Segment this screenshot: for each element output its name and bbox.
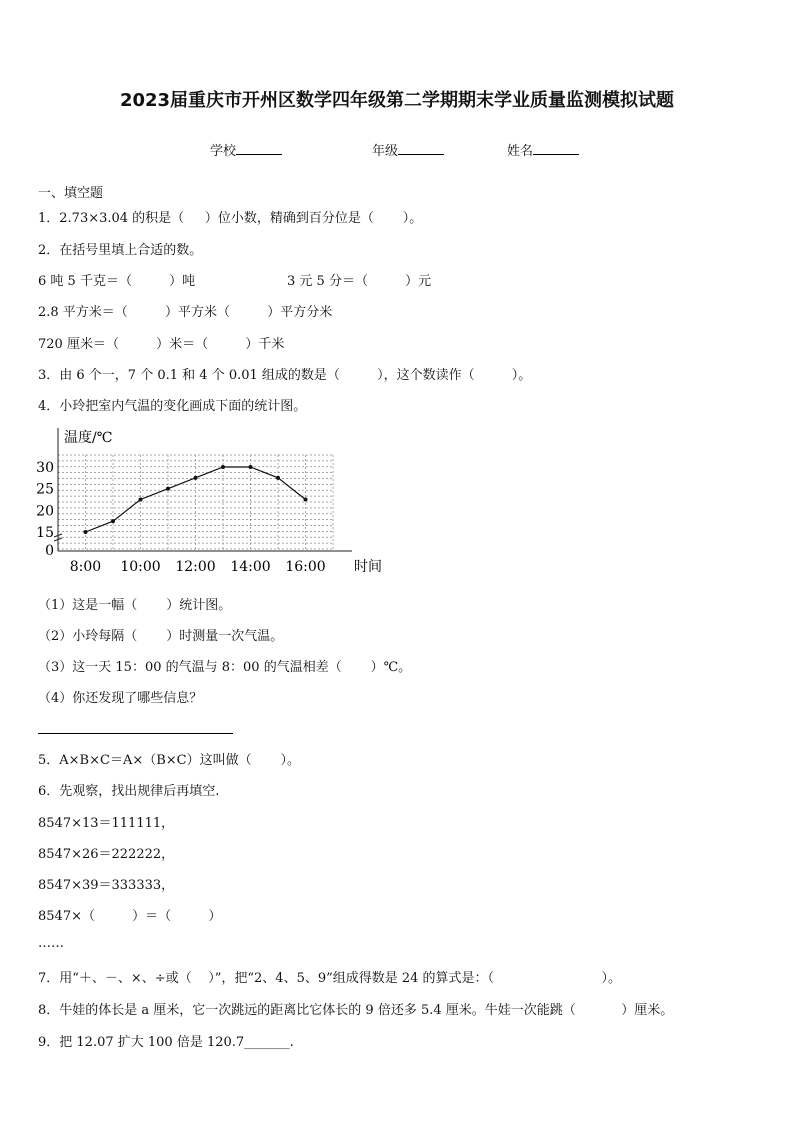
y-tick-label: 20 — [36, 503, 54, 520]
data-point — [84, 530, 88, 534]
y-tick-label: 15 — [36, 525, 54, 541]
question-4-4: （4）你还发现了哪些信息？ — [38, 691, 203, 706]
chart-axes — [54, 428, 352, 551]
x-axis-label: 时间 — [354, 559, 382, 575]
data-point — [139, 498, 143, 502]
chart-grid — [58, 455, 333, 549]
data-point — [194, 476, 198, 480]
grade-field — [372, 140, 444, 159]
question-8: 8．牛娃的体长是 a 厘米，它一次跳远的距离比它体长的 9 倍还多 5.4 厘米。牛娃一次能跳（ ）厘米。 — [38, 1003, 674, 1018]
x-tick-label: 10:00 — [120, 559, 161, 575]
answer-line — [38, 733, 233, 734]
question-2a: 6 吨 5 千克＝（ ）吨 — [38, 274, 196, 289]
question-6: 6．先观察，找出规律后再填空. — [38, 784, 220, 799]
question-6c: 8547×39＝333333， — [38, 878, 175, 893]
data-point — [276, 476, 280, 480]
section-heading: 一、填空题 — [38, 186, 104, 201]
question-6b: 8547×26＝222222， — [38, 847, 175, 862]
question-2b: 3 元 5 分＝（ ）元 — [287, 274, 432, 289]
question-2d: 720 厘米＝（ ）米＝（ ）千米 — [38, 337, 285, 352]
question-6a: 8547×13＝111111， — [38, 816, 175, 831]
school-field — [210, 140, 282, 159]
x-tick-label: 16:00 — [285, 559, 326, 575]
page-title: 2023届重庆市开州区数学四年级第二学期期末学业质量监测模拟试题 — [119, 90, 675, 111]
y-tick-label: 25 — [36, 481, 54, 498]
data-point — [304, 498, 308, 502]
x-tick-label: 12:00 — [175, 559, 216, 575]
question-3: 3．由 6 个一，7 个 0.1 和 4 个 0.01 组成的数是（ ），这个数读作（ ）。 — [38, 368, 532, 383]
question-6e: …… — [38, 936, 64, 951]
y-tick-label: 30 — [36, 460, 54, 476]
question-4: 4．小玲把室内气温的变化画成下面的统计图。 — [38, 399, 307, 414]
data-point — [221, 465, 225, 469]
data-point — [166, 487, 170, 491]
grade-blank — [398, 142, 444, 155]
school-label: 学校 — [210, 144, 237, 159]
question-5: 5．A×B×C＝A×（B×C）这叫做（ ）。 — [38, 753, 301, 768]
name-field — [507, 140, 579, 159]
grade-label: 年级 — [372, 144, 399, 159]
school-blank — [236, 142, 282, 155]
question-1: 1．2.73×3.04 的积是（ ）位小数，精确到百分位是（ ）。 — [38, 211, 423, 226]
question-4-2: （2）小玲每隔（ ）时测量一次气温。 — [38, 629, 284, 644]
name-label: 姓名 — [507, 144, 534, 159]
x-tick-label: 14:00 — [230, 559, 271, 575]
data-point — [111, 519, 115, 523]
temperature-line-chart — [30, 420, 390, 580]
x-tick-label: 8:00 — [69, 559, 102, 575]
question-6d: 8547×（ ）＝（ ） — [38, 909, 222, 924]
y-tick-label: 0 — [45, 543, 54, 559]
data-point — [249, 465, 253, 469]
y-axis-label: 温度/℃ — [64, 430, 113, 446]
question-2c: 2.8 平方米＝（ ）平方米（ ）平方分米 — [38, 305, 333, 320]
question-9: 9．把 12.07 扩大 100 倍是 120.7_______. — [38, 1035, 294, 1050]
question-2: 2．在括号里填上合适的数。 — [38, 243, 203, 258]
question-4-3: （3）这一天 15：00 的气温与 8：00 的气温相差（ ）℃。 — [38, 660, 412, 675]
question-4-1: （1）这是一幅（ ）统计图。 — [38, 598, 232, 613]
name-blank — [533, 142, 579, 155]
question-7: 7．用“＋、－、×、÷或（ ）”，把“2、4、5、9”组成得数是 24 的算式是：（ ）。 — [38, 971, 622, 986]
